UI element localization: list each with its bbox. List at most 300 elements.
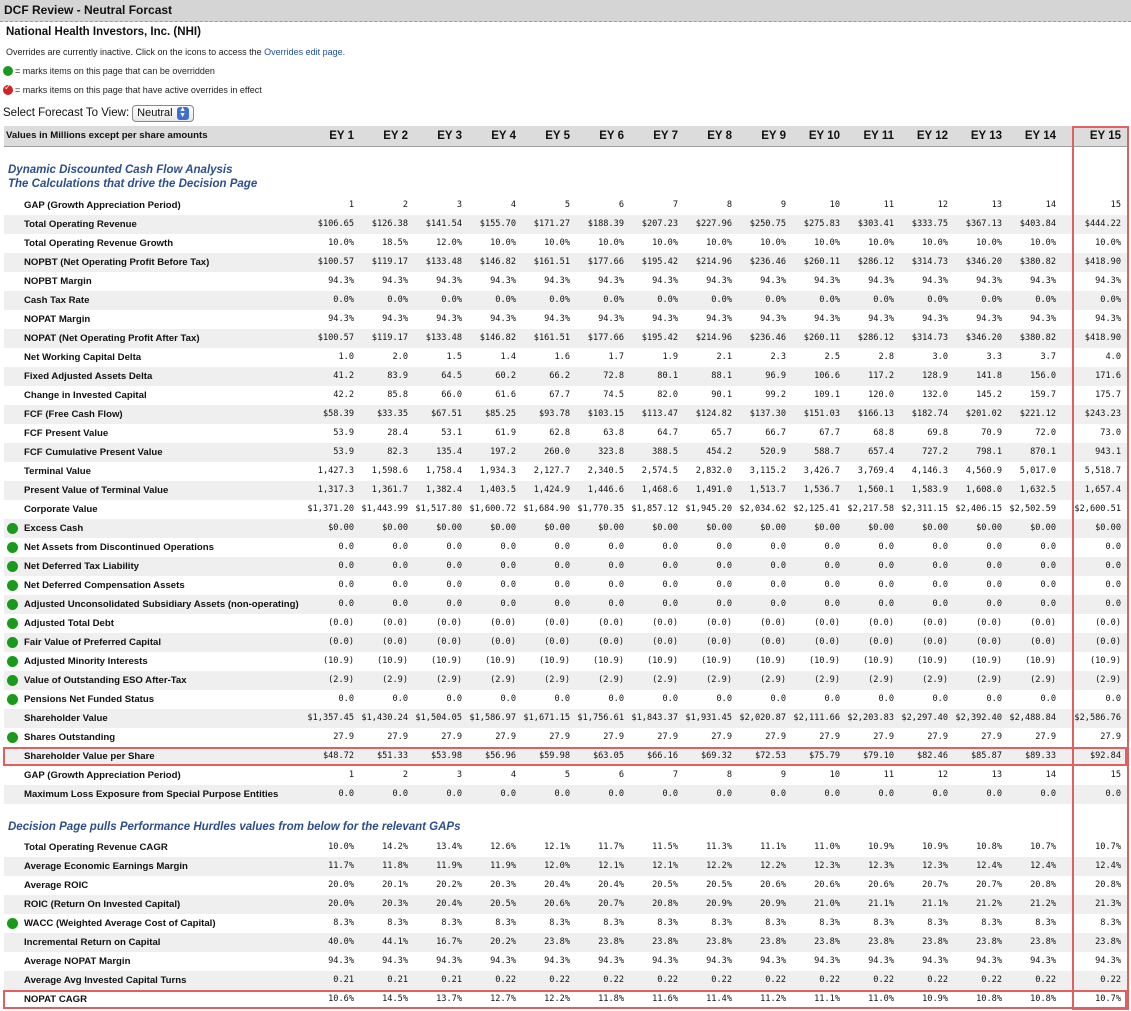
table-cell: 128.9 xyxy=(922,371,948,381)
table-cell: 15 xyxy=(1110,770,1121,780)
override-icon[interactable] xyxy=(7,694,18,705)
table-cell: 8.3% xyxy=(1100,918,1121,928)
table-cell: 0.0 xyxy=(608,599,624,609)
table-cell: $124.82 xyxy=(695,409,732,419)
table-cell: (2.9) xyxy=(922,675,948,685)
column-header-ey14: EY 14 xyxy=(1024,130,1056,142)
table-cell: 94.3% xyxy=(706,276,732,286)
table-cell: $2,297.40 xyxy=(901,713,948,723)
table-cell: $79.10 xyxy=(862,751,894,761)
row-label: Average NOPAT Margin xyxy=(24,956,131,967)
table-cell: $67.51 xyxy=(430,409,462,419)
table-cell: 0.0 xyxy=(878,694,894,704)
row-label: Incremental Return on Capital xyxy=(24,937,161,948)
table-cell: (0.0) xyxy=(868,618,894,628)
table-cell: 20.8% xyxy=(1095,880,1121,890)
table-cell: (0.0) xyxy=(706,618,732,628)
table-cell: 0.0 xyxy=(608,789,624,799)
table-cell: 6 xyxy=(618,770,624,780)
table-cell: 0.0 xyxy=(338,542,354,552)
table-cell: 1,491.0 xyxy=(695,485,732,495)
table-cell: 0.0 xyxy=(716,599,732,609)
table-cell: 94.3% xyxy=(976,276,1002,286)
table-cell: 12.3% xyxy=(868,861,894,871)
table-cell: (2.9) xyxy=(814,675,840,685)
table-cell: 5,017.0 xyxy=(1019,466,1056,476)
override-icon[interactable] xyxy=(7,918,18,929)
table-cell: $380.82 xyxy=(1019,333,1056,343)
table-cell: 0.22 xyxy=(657,975,678,985)
table-cell: 8.3% xyxy=(765,918,786,928)
table-cell: 0.0 xyxy=(608,694,624,704)
table-row xyxy=(4,291,1129,310)
table-row xyxy=(4,933,1129,952)
table-cell: $137.30 xyxy=(749,409,786,419)
table-cell: $103.15 xyxy=(587,409,624,419)
table-cell: 13 xyxy=(991,770,1002,780)
table-cell: 10.6% xyxy=(328,994,354,1004)
override-icon[interactable] xyxy=(7,732,18,743)
table-cell: 11.8% xyxy=(382,861,408,871)
table-cell: 27.9 xyxy=(549,732,570,742)
table-cell: 1,513.7 xyxy=(749,485,786,495)
table-cell: 10.0% xyxy=(706,238,732,248)
table-row xyxy=(4,652,1129,671)
table-cell: (0.0) xyxy=(436,618,462,628)
table-cell: 20.5% xyxy=(490,899,516,909)
table-cell: 0.0 xyxy=(716,561,732,571)
table-cell: 27.9 xyxy=(603,732,624,742)
column-header-ey2: EY 2 xyxy=(383,130,408,142)
override-icon[interactable] xyxy=(7,618,18,629)
legend-green xyxy=(3,66,215,76)
table-cell: $1,671.15 xyxy=(523,713,570,723)
table-cell: 94.3% xyxy=(652,314,678,324)
table-cell: 588.7 xyxy=(814,447,840,457)
table-cell: 20.6% xyxy=(544,899,570,909)
table-cell: 94.3% xyxy=(706,956,732,966)
table-cell: 20.7% xyxy=(598,899,624,909)
table-cell: $0.00 xyxy=(922,523,948,533)
table-cell: 20.4% xyxy=(436,899,462,909)
table-cell: 4 xyxy=(510,200,516,210)
override-icon[interactable] xyxy=(7,599,18,610)
table-cell: $0.00 xyxy=(868,523,894,533)
table-cell: $201.02 xyxy=(965,409,1002,419)
table-cell: 0.0 xyxy=(500,789,516,799)
table-cell: (2.9) xyxy=(382,675,408,685)
table-cell: 20.7% xyxy=(922,880,948,890)
table-cell: 197.2 xyxy=(490,447,516,457)
table-cell: $0.00 xyxy=(976,523,1002,533)
table-cell: 10.0% xyxy=(544,238,570,248)
table-cell: (10.9) xyxy=(1089,656,1121,666)
table-cell: $155.70 xyxy=(479,219,516,229)
table-cell: 0.0 xyxy=(662,694,678,704)
table-cell: 1,317.3 xyxy=(317,485,354,495)
table-cell: 94.3% xyxy=(598,956,624,966)
header-units-label: Values in Millions except per share amounts xyxy=(6,130,208,141)
table-cell: $0.00 xyxy=(1095,523,1121,533)
table-cell: 4.0 xyxy=(1105,352,1121,362)
table-cell: 14 xyxy=(1045,770,1056,780)
table-cell: 20.2% xyxy=(436,880,462,890)
table-cell: 8.3% xyxy=(819,918,840,928)
table-cell: 0.0 xyxy=(554,599,570,609)
table-cell: 0.0 xyxy=(1105,561,1121,571)
row-label: Present Value of Terminal Value xyxy=(24,485,169,496)
table-row xyxy=(4,557,1129,576)
table-cell: 94.3% xyxy=(436,276,462,286)
table-cell: 3.3 xyxy=(986,352,1002,362)
table-row xyxy=(4,386,1129,405)
table-cell: 1 xyxy=(348,200,354,210)
table-cell: 23.8% xyxy=(976,937,1002,947)
table-cell: 0.0 xyxy=(392,599,408,609)
table-cell: 12.2% xyxy=(706,861,732,871)
select-arrows-icon: ▲ ▼ xyxy=(177,107,189,120)
table-cell: 94.3% xyxy=(544,276,570,286)
table-cell: 1,361.7 xyxy=(371,485,408,495)
table-cell: 0.0 xyxy=(392,789,408,799)
table-cell: 1,583.9 xyxy=(911,485,948,495)
table-cell: 0.0 xyxy=(1040,694,1056,704)
override-icon[interactable] xyxy=(7,675,18,686)
table-cell: 27.9 xyxy=(819,732,840,742)
table-cell: 0.0 xyxy=(824,542,840,552)
table-cell: (2.9) xyxy=(1030,675,1056,685)
row-label: NOPAT CAGR xyxy=(24,994,88,1005)
table-cell: 0.21 xyxy=(441,975,462,985)
table-cell: 23.8% xyxy=(598,937,624,947)
table-cell: 10.9% xyxy=(868,842,894,852)
table-cell: 64.5 xyxy=(441,371,462,381)
table-cell: 12.4% xyxy=(976,861,1002,871)
table-cell: 0.0 xyxy=(1105,694,1121,704)
table-cell: 11.7% xyxy=(598,842,624,852)
table-cell: 20.3% xyxy=(382,899,408,909)
table-cell: 23.8% xyxy=(814,937,840,947)
table-cell: 3,769.4 xyxy=(857,466,894,476)
table-cell: (0.0) xyxy=(1095,618,1121,628)
override-icon[interactable] xyxy=(7,561,18,572)
table-cell: 159.7 xyxy=(1030,390,1056,400)
table-cell: (2.9) xyxy=(652,675,678,685)
table-cell: 9 xyxy=(780,200,786,210)
table-cell: 94.3% xyxy=(814,314,840,324)
table-cell: 0.0% xyxy=(657,295,678,305)
overrides-edit-link[interactable]: Overrides edit page. xyxy=(264,47,346,57)
table-cell: 0.21 xyxy=(387,975,408,985)
override-icon[interactable] xyxy=(7,580,18,591)
table-cell: $106.65 xyxy=(317,219,354,229)
table-cell: 1,608.0 xyxy=(965,485,1002,495)
table-cell: 0.0 xyxy=(878,789,894,799)
table-cell: 1,427.3 xyxy=(317,466,354,476)
table-cell: 2.0 xyxy=(392,352,408,362)
table-cell: 0.0 xyxy=(500,694,516,704)
table-cell: $2,406.15 xyxy=(955,504,1002,514)
table-cell: 53.9 xyxy=(333,428,354,438)
override-icon[interactable] xyxy=(7,523,18,534)
table-cell: $380.82 xyxy=(1019,257,1056,267)
table-cell: 2,127.7 xyxy=(533,466,570,476)
table-cell: (2.9) xyxy=(598,675,624,685)
table-cell: 0.0 xyxy=(1040,580,1056,590)
table-cell: $141.54 xyxy=(425,219,462,229)
table-row xyxy=(4,595,1129,614)
table-row xyxy=(4,367,1129,386)
table-cell: 27.9 xyxy=(711,732,732,742)
table-cell: 1,424.9 xyxy=(533,485,570,495)
table-cell: 85.8 xyxy=(387,390,408,400)
table-cell: $1,357.45 xyxy=(307,713,354,723)
row-label: Maximum Loss Exposure from Special Purpose Entities xyxy=(24,789,279,800)
table-cell: 0.0% xyxy=(603,295,624,305)
table-cell: 94.3% xyxy=(922,276,948,286)
table-cell: $1,945.20 xyxy=(685,504,732,514)
column-header-ey4: EY 4 xyxy=(491,130,516,142)
forecast-select[interactable] xyxy=(132,105,193,122)
table-row xyxy=(4,310,1129,329)
table-cell: 94.3% xyxy=(814,276,840,286)
table-cell: $0.00 xyxy=(382,523,408,533)
table-cell: $236.46 xyxy=(749,333,786,343)
table-cell: 12.7% xyxy=(490,994,516,1004)
table-cell: 18.5% xyxy=(382,238,408,248)
table-cell: 10 xyxy=(829,200,840,210)
table-cell: 175.7 xyxy=(1095,390,1121,400)
table-cell: $2,392.40 xyxy=(955,713,1002,723)
table-cell: $418.90 xyxy=(1084,257,1121,267)
table-cell: 3.7 xyxy=(1040,352,1056,362)
table-cell: 20.9% xyxy=(706,899,732,909)
table-cell: 0.0 xyxy=(716,580,732,590)
table-cell: 20.2% xyxy=(490,937,516,947)
table-cell: 0.0 xyxy=(338,789,354,799)
table-row xyxy=(4,914,1129,933)
row-label: FCF Cumulative Present Value xyxy=(24,447,163,458)
table-cell: 14.2% xyxy=(382,842,408,852)
table-cell: 94.3% xyxy=(382,276,408,286)
table-cell: 0.0 xyxy=(446,561,462,571)
table-cell: 12 xyxy=(937,770,948,780)
table-cell: 1 xyxy=(348,770,354,780)
table-cell: $2,311.15 xyxy=(901,504,948,514)
row-label: Average Economic Earnings Margin xyxy=(24,861,188,872)
table-cell: $1,684.90 xyxy=(523,504,570,514)
table-cell: $346.20 xyxy=(965,333,1002,343)
table-cell: 8.3% xyxy=(333,918,354,928)
table-cell: 117.2 xyxy=(868,371,894,381)
table-cell: (0.0) xyxy=(328,618,354,628)
row-label: Average ROIC xyxy=(24,880,89,891)
table-cell: 2.5 xyxy=(824,352,840,362)
table-cell: 20.5% xyxy=(706,880,732,890)
table-cell: 94.3% xyxy=(814,956,840,966)
table-cell: (0.0) xyxy=(814,618,840,628)
override-icon[interactable] xyxy=(7,542,18,553)
table-cell: 21.1% xyxy=(868,899,894,909)
section-dcf-title-line1: Dynamic Discounted Cash Flow Analysis xyxy=(8,164,233,176)
table-cell: 12.1% xyxy=(652,861,678,871)
table-row xyxy=(4,785,1129,804)
table-cell: 3.0 xyxy=(932,352,948,362)
table-cell: $146.82 xyxy=(479,333,516,343)
table-cell: (10.9) xyxy=(1024,656,1056,666)
table-cell: $85.87 xyxy=(970,751,1002,761)
table-cell: 0.0% xyxy=(927,295,948,305)
table-cell: 12.3% xyxy=(814,861,840,871)
table-cell: 94.3% xyxy=(868,956,894,966)
forecast-select-label: Select Forecast To View: xyxy=(3,107,130,119)
table-cell: 11.0% xyxy=(868,994,894,1004)
table-row xyxy=(4,538,1129,557)
table-cell: 21.0% xyxy=(814,899,840,909)
table-cell: 12.2% xyxy=(544,994,570,1004)
table-cell: 20.0% xyxy=(328,880,354,890)
table-cell: 8.3% xyxy=(927,918,948,928)
table-cell: 99.2 xyxy=(765,390,786,400)
table-cell: (0.0) xyxy=(706,637,732,647)
table-cell: 94.3% xyxy=(544,956,570,966)
table-cell: 8 xyxy=(726,200,732,210)
table-row xyxy=(4,272,1129,291)
table-cell: 0.0% xyxy=(981,295,1002,305)
table-cell: 20.7% xyxy=(976,880,1002,890)
table-cell: 0.0 xyxy=(824,580,840,590)
table-cell: 0.0 xyxy=(500,542,516,552)
table-cell: (2.9) xyxy=(328,675,354,685)
table-cell: (0.0) xyxy=(976,618,1002,628)
table-cell: 41.2 xyxy=(333,371,354,381)
table-cell: 20.0% xyxy=(328,899,354,909)
table-cell: 23.8% xyxy=(1095,937,1121,947)
table-cell: 0.0 xyxy=(716,694,732,704)
table-cell: 0.0 xyxy=(770,599,786,609)
table-cell: 61.9 xyxy=(495,428,516,438)
row-label: Net Deferred Compensation Assets xyxy=(24,580,185,591)
table-cell: $1,517.80 xyxy=(415,504,462,514)
table-cell: $1,770.35 xyxy=(577,504,624,514)
table-cell: 10.9% xyxy=(922,842,948,852)
section-hurdles-title: Decision Page pulls Performance Hurdles values from below for the relevant GAPs xyxy=(8,821,461,833)
table-cell: 11.9% xyxy=(490,861,516,871)
table-cell: (0.0) xyxy=(922,618,948,628)
table-cell: $243.23 xyxy=(1084,409,1121,419)
table-cell: 8.3% xyxy=(441,918,462,928)
table-cell: 94.3% xyxy=(760,276,786,286)
table-cell: 1.7 xyxy=(608,352,624,362)
table-cell: $1,931.45 xyxy=(685,713,732,723)
table-cell: $260.11 xyxy=(803,257,840,267)
table-cell: 27.9 xyxy=(981,732,1002,742)
table-cell: $303.41 xyxy=(857,219,894,229)
table-cell: 0.22 xyxy=(873,975,894,985)
override-active-icon xyxy=(3,85,13,95)
table-cell: 5 xyxy=(564,200,570,210)
table-cell: $85.25 xyxy=(484,409,516,419)
row-label: Net Working Capital Delta xyxy=(24,352,142,363)
table-cell: 94.3% xyxy=(652,276,678,286)
table-cell: $92.84 xyxy=(1089,751,1121,761)
table-cell: 62.8 xyxy=(549,428,570,438)
table-cell: 0.22 xyxy=(603,975,624,985)
table-cell: 1.4 xyxy=(500,352,516,362)
row-label: Cash Tax Rate xyxy=(24,295,90,306)
column-header-ey10: EY 10 xyxy=(808,130,840,142)
table-cell: (0.0) xyxy=(814,637,840,647)
table-cell: 0.0 xyxy=(932,694,948,704)
table-cell: $56.96 xyxy=(484,751,516,761)
column-header-ey11: EY 11 xyxy=(863,130,894,142)
table-cell: $2,020.87 xyxy=(739,713,786,723)
row-label: Pensions Net Funded Status xyxy=(24,694,155,705)
table-cell: $126.38 xyxy=(371,219,408,229)
table-cell: $1,756.61 xyxy=(577,713,624,723)
table-cell: 27.9 xyxy=(927,732,948,742)
table-cell: $0.00 xyxy=(652,523,678,533)
table-cell: 94.3% xyxy=(490,314,516,324)
column-header-ey5: EY 5 xyxy=(545,130,570,142)
row-label: Shareholder Value xyxy=(24,713,108,724)
table-cell: (10.9) xyxy=(646,656,678,666)
table-cell: 15 xyxy=(1110,200,1121,210)
table-cell: 11.7% xyxy=(328,861,354,871)
table-cell: 0.0 xyxy=(878,561,894,571)
table-cell: 0.0 xyxy=(1105,542,1121,552)
table-cell: 0.0% xyxy=(333,295,354,305)
row-label: Net Deferred Tax Liability xyxy=(24,561,139,572)
row-label: Total Operating Revenue Growth xyxy=(24,238,174,249)
table-cell: (0.0) xyxy=(436,637,462,647)
table-row xyxy=(4,215,1129,234)
table-cell: 1,657.4 xyxy=(1084,485,1121,495)
override-icon[interactable] xyxy=(7,637,18,648)
table-cell: 0.0 xyxy=(716,542,732,552)
table-cell: $119.17 xyxy=(371,333,408,343)
table-cell: 20.5% xyxy=(652,880,678,890)
table-cell: $346.20 xyxy=(965,257,1002,267)
table-cell: 13.7% xyxy=(436,994,462,1004)
table-cell: 8.3% xyxy=(495,918,516,928)
table-cell: $2,217.58 xyxy=(847,504,894,514)
table-cell: 120.0 xyxy=(868,390,894,400)
row-label: ROIC (Return On Invested Capital) xyxy=(24,899,181,910)
row-label: Shareholder Value per Share xyxy=(24,751,155,762)
table-cell: 1,598.6 xyxy=(371,466,408,476)
table-cell: $1,443.99 xyxy=(361,504,408,514)
table-cell: $403.84 xyxy=(1019,219,1056,229)
table-cell: $195.42 xyxy=(641,257,678,267)
table-row xyxy=(4,876,1129,895)
table-cell: $1,430.24 xyxy=(361,713,408,723)
override-icon[interactable] xyxy=(7,656,18,667)
table-cell: $2,125.41 xyxy=(793,504,840,514)
table-cell: 11.6% xyxy=(652,994,678,1004)
table-cell: 94.3% xyxy=(490,956,516,966)
table-cell: 94.3% xyxy=(868,276,894,286)
table-cell: $113.47 xyxy=(641,409,678,419)
table-cell: 0.0 xyxy=(770,789,786,799)
table-cell: 8 xyxy=(726,770,732,780)
table-cell: 0.0 xyxy=(500,561,516,571)
table-cell: $161.51 xyxy=(533,257,570,267)
table-cell: 11.4% xyxy=(706,994,732,1004)
table-cell: 66.7 xyxy=(765,428,786,438)
table-cell: $89.33 xyxy=(1024,751,1056,761)
table-cell: 11.5% xyxy=(652,842,678,852)
